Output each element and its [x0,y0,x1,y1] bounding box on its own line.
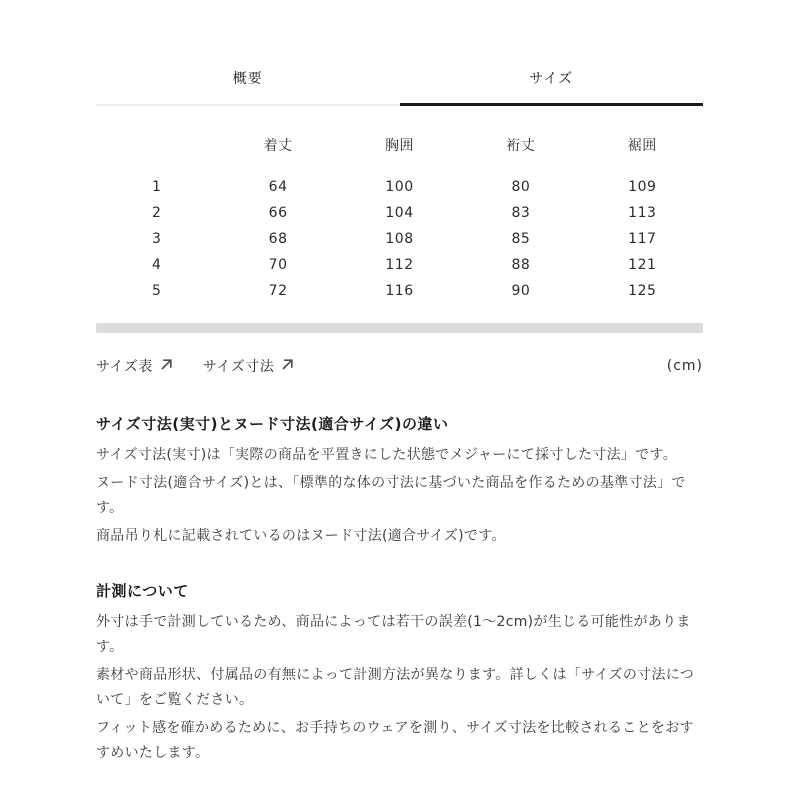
size-measurement-link[interactable] [203,356,294,376]
value-cell: 68 [268,231,288,247]
size-measurement-link-label: サイズ寸法 [202,359,275,375]
size-chart-link-label: サイズ表 [96,359,153,375]
size-table [96,132,703,304]
header-chest: 胸囲 [384,138,414,154]
section-paragraph: 外寸は手で計測しているため、商品によっては若干の誤差(1〜2cm)が生じる可能性があります。 [96,614,691,655]
section-size-definition [96,413,703,549]
size-label: 2 [151,205,162,221]
external-link-arrow-icon [281,358,294,375]
table-row [96,252,703,278]
value-cell: 64 [268,179,288,195]
unit-label: (cm) [666,358,703,374]
table-row [96,226,703,252]
tab-bar [96,68,703,106]
section-measurement-notes [96,580,703,766]
size-label: 3 [151,231,162,247]
table-row [96,174,703,200]
header-sleeve: 裄丈 [506,138,536,154]
value-cell: 90 [511,283,531,299]
external-link-arrow-icon [160,358,173,375]
links-row [96,356,703,376]
section-heading: 計測について [96,582,189,600]
value-cell: 88 [511,257,531,273]
size-label: 4 [151,257,162,273]
size-chart-link[interactable] [96,356,173,376]
tab-size[interactable]: サイズ [400,68,704,106]
value-cell: 72 [268,283,288,299]
section-paragraph: ヌード寸法(適合サイズ)とは、「標準的な体の寸法に基づいた商品を作るための基準寸法」です。 [96,475,686,516]
value-cell: 112 [385,257,414,273]
section-paragraph: サイズ寸法(実寸)は「実際の商品を平置きにした状態でメジャーにて採寸した寸法」です。 [96,447,678,463]
table-row [96,200,703,226]
value-cell: 83 [511,205,531,221]
value-cell: 117 [628,231,657,247]
value-cell: 70 [268,257,288,273]
header-hem: 裾囲 [627,138,657,154]
tab-overview[interactable]: 概要 [96,68,400,106]
value-cell: 108 [385,231,414,247]
table-horizontal-scrollbar[interactable] [96,323,703,333]
value-cell: 109 [628,179,657,195]
section-heading: サイズ寸法(実寸)とヌード寸法(適合サイズ)の違い [96,415,449,433]
value-cell: 80 [511,179,531,195]
section-paragraph: フィット感を確かめるために、お手持ちのウェアを測り、サイズ寸法を比較されることをおすすめいたします。 [96,720,694,761]
value-cell: 113 [628,205,657,221]
value-cell: 125 [628,283,657,299]
value-cell: 116 [385,283,414,299]
value-cell: 85 [511,231,531,247]
value-cell: 66 [268,205,288,221]
header-body-length: 着丈 [263,138,293,154]
size-label: 1 [151,179,162,195]
size-table-header [96,132,703,158]
table-row [96,278,703,304]
value-cell: 104 [385,205,414,221]
section-paragraph: 素材や商品形状、付属品の有無によって計測方法が異なります。詳しくは「サイズの寸法について」をご覧ください。 [96,667,695,708]
value-cell: 100 [385,179,414,195]
size-label: 5 [151,283,162,299]
value-cell: 121 [628,257,657,273]
section-paragraph: 商品吊り札に記載されているのはヌード寸法(適合サイズ)です。 [96,528,506,544]
